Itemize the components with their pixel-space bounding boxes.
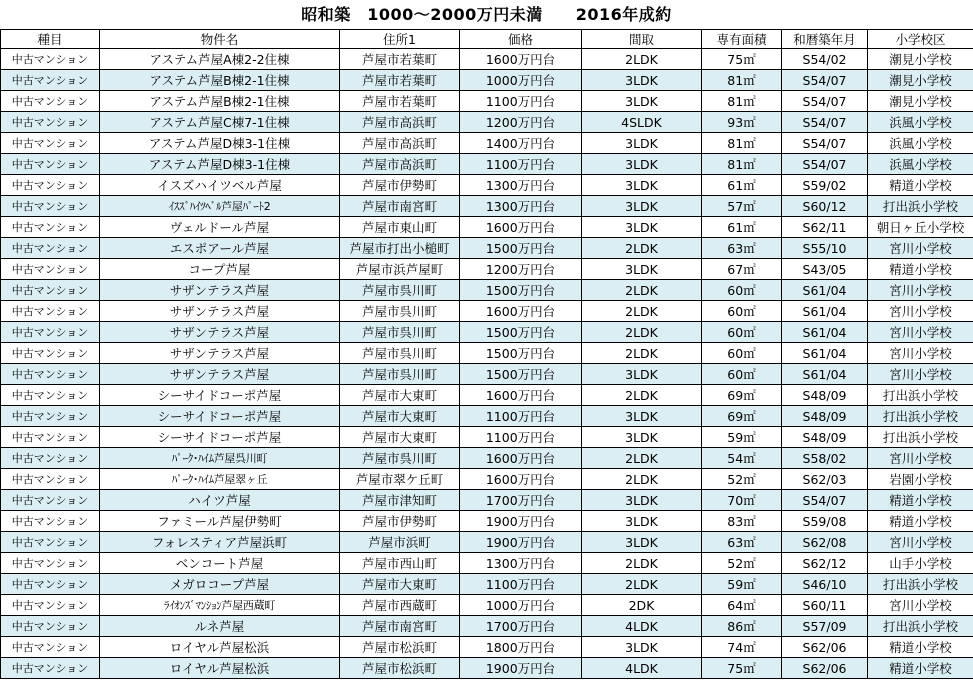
col-header-school[interactable]: 小学校区	[868, 30, 973, 49]
cell-property[interactable]: ヴェルドール芦屋	[100, 217, 340, 238]
cell-price[interactable]: 1500万円台	[460, 364, 582, 385]
cell-layout[interactable]: 4LDK	[582, 616, 702, 637]
cell-property[interactable]: シーサイドコーポ芦屋	[100, 427, 340, 448]
cell-school[interactable]: 精道小学校	[868, 637, 973, 658]
cell-area[interactable]: 54㎡	[702, 448, 782, 469]
cell-area[interactable]: 81㎡	[702, 91, 782, 112]
cell-area[interactable]: 81㎡	[702, 154, 782, 175]
table-row	[1, 259, 973, 280]
table-row	[1, 406, 973, 427]
cell-school[interactable]: 朝日ヶ丘小学校	[868, 217, 973, 238]
cell-school[interactable]: 精道小学校	[868, 175, 973, 196]
table-row	[1, 280, 973, 301]
table-row	[1, 637, 973, 658]
cell-school[interactable]: 精道小学校	[868, 511, 973, 532]
cell-school[interactable]: 打出浜小学校	[868, 427, 973, 448]
cell-built[interactable]: S48/09	[782, 427, 868, 448]
cell-type[interactable]: 中古マンション	[1, 322, 100, 343]
cell-layout[interactable]: 2LDK	[582, 49, 702, 70]
cell-type[interactable]: 中古マンション	[1, 112, 100, 133]
cell-type[interactable]: 中古マンション	[1, 532, 100, 553]
cell-type[interactable]: 中古マンション	[1, 574, 100, 595]
cell-price[interactable]: 1200万円台	[460, 259, 582, 280]
cell-price[interactable]: 1900万円台	[460, 658, 582, 679]
table-row	[1, 49, 973, 70]
cell-layout[interactable]: 2LDK	[582, 280, 702, 301]
col-header-area[interactable]: 専有面積	[702, 30, 782, 49]
cell-address[interactable]: 芦屋市呉川町	[340, 343, 460, 364]
table-row	[1, 574, 973, 595]
cell-type[interactable]: 中古マンション	[1, 91, 100, 112]
cell-address[interactable]: 芦屋市翠ケ丘町	[340, 469, 460, 490]
cell-address[interactable]: 芦屋市大東町	[340, 574, 460, 595]
cell-layout[interactable]: 2LDK	[582, 301, 702, 322]
cell-address[interactable]: 芦屋市浜町	[340, 532, 460, 553]
cell-address[interactable]: 芦屋市東山町	[340, 217, 460, 238]
cell-layout[interactable]: 3LDK	[582, 91, 702, 112]
cell-price[interactable]: 1600万円台	[460, 469, 582, 490]
cell-area[interactable]: 67㎡	[702, 259, 782, 280]
cell-type[interactable]: 中古マンション	[1, 637, 100, 658]
cell-area[interactable]: 52㎡	[702, 469, 782, 490]
cell-layout[interactable]: 3LDK	[582, 259, 702, 280]
cell-type[interactable]: 中古マンション	[1, 595, 100, 616]
cell-address[interactable]: 芦屋市大東町	[340, 427, 460, 448]
cell-built[interactable]: S43/05	[782, 259, 868, 280]
cell-area[interactable]: 81㎡	[702, 133, 782, 154]
cell-area[interactable]: 60㎡	[702, 343, 782, 364]
cell-property[interactable]: サザンテラス芦屋	[100, 343, 340, 364]
cell-area[interactable]: 61㎡	[702, 217, 782, 238]
col-header-type[interactable]: 種目	[1, 30, 100, 49]
table-row	[1, 301, 973, 322]
cell-type[interactable]: 中古マンション	[1, 280, 100, 301]
cell-built[interactable]: S59/08	[782, 511, 868, 532]
cell-school[interactable]: 潮見小学校	[868, 70, 973, 91]
cell-address[interactable]: 芦屋市若葉町	[340, 91, 460, 112]
cell-layout[interactable]: 3LDK	[582, 70, 702, 91]
cell-area[interactable]: 60㎡	[702, 280, 782, 301]
cell-price[interactable]: 1800万円台	[460, 637, 582, 658]
cell-address[interactable]: 芦屋市津知町	[340, 490, 460, 511]
cell-built[interactable]: S54/07	[782, 91, 868, 112]
cell-type[interactable]: 中古マンション	[1, 427, 100, 448]
cell-layout[interactable]: 3LDK	[582, 154, 702, 175]
cell-property[interactable]: ロイヤル芦屋松浜	[100, 637, 340, 658]
cell-built[interactable]: S55/10	[782, 238, 868, 259]
cell-built[interactable]: S62/11	[782, 217, 868, 238]
col-header-layout[interactable]: 間取	[582, 30, 702, 49]
table-row	[1, 553, 973, 574]
cell-type[interactable]: 中古マンション	[1, 259, 100, 280]
cell-built[interactable]: S54/02	[782, 49, 868, 70]
cell-built[interactable]: S61/04	[782, 364, 868, 385]
table-row	[1, 217, 973, 238]
cell-property[interactable]: ハイツ芦屋	[100, 490, 340, 511]
cell-price[interactable]: 1700万円台	[460, 490, 582, 511]
cell-property[interactable]: ファミール芦屋伊勢町	[100, 511, 340, 532]
cell-property[interactable]: シーサイドコーポ芦屋	[100, 406, 340, 427]
cell-address[interactable]: 芦屋市高浜町	[340, 154, 460, 175]
table-row	[1, 448, 973, 469]
cell-property[interactable]: アステム芦屋D棟3-1住棟	[100, 154, 340, 175]
cell-property[interactable]: サザンテラス芦屋	[100, 322, 340, 343]
cell-price[interactable]: 1100万円台	[460, 574, 582, 595]
cell-price[interactable]: 1900万円台	[460, 532, 582, 553]
cell-built[interactable]: S54/07	[782, 490, 868, 511]
cell-property[interactable]: ｲｽｽﾞﾊｲﾂﾍﾞﾙ芦屋ﾊﾟｰﾄ2	[100, 196, 340, 217]
cell-area[interactable]: 74㎡	[702, 637, 782, 658]
cell-built[interactable]: S59/02	[782, 175, 868, 196]
cell-price[interactable]: 1300万円台	[460, 553, 582, 574]
cell-school[interactable]: 宮川小学校	[868, 364, 973, 385]
cell-layout[interactable]: 3LDK	[582, 196, 702, 217]
cell-type[interactable]: 中古マンション	[1, 301, 100, 322]
cell-school[interactable]: 宮川小学校	[868, 280, 973, 301]
cell-address[interactable]: 芦屋市高浜町	[340, 133, 460, 154]
cell-built[interactable]: S48/09	[782, 406, 868, 427]
cell-school[interactable]: 浜風小学校	[868, 112, 973, 133]
cell-type[interactable]: 中古マンション	[1, 511, 100, 532]
cell-layout[interactable]: 2LDK	[582, 322, 702, 343]
cell-layout[interactable]: 3LDK	[582, 133, 702, 154]
cell-type[interactable]: 中古マンション	[1, 49, 100, 70]
cell-property[interactable]: コープ芦屋	[100, 259, 340, 280]
table-row	[1, 238, 973, 259]
cell-built[interactable]: S58/02	[782, 448, 868, 469]
cell-type[interactable]: 中古マンション	[1, 238, 100, 259]
cell-price[interactable]: 1300万円台	[460, 175, 582, 196]
cell-layout[interactable]: 3LDK	[582, 511, 702, 532]
cell-type[interactable]: 中古マンション	[1, 406, 100, 427]
cell-layout[interactable]: 2LDK	[582, 385, 702, 406]
cell-school[interactable]: 山手小学校	[868, 553, 973, 574]
cell-price[interactable]: 1500万円台	[460, 322, 582, 343]
cell-type[interactable]: 中古マンション	[1, 448, 100, 469]
cell-price[interactable]: 1300万円台	[460, 196, 582, 217]
cell-type[interactable]: 中古マンション	[1, 553, 100, 574]
cell-address[interactable]: 芦屋市西山町	[340, 553, 460, 574]
cell-property[interactable]: サザンテラス芦屋	[100, 364, 340, 385]
cell-property[interactable]: エスポアール芦屋	[100, 238, 340, 259]
cell-layout[interactable]: 3LDK	[582, 427, 702, 448]
cell-school[interactable]: 宮川小学校	[868, 238, 973, 259]
cell-school[interactable]: 精道小学校	[868, 259, 973, 280]
table-row	[1, 154, 973, 175]
cell-price[interactable]: 1600万円台	[460, 448, 582, 469]
cell-type[interactable]: 中古マンション	[1, 469, 100, 490]
cell-area[interactable]: 75㎡	[702, 658, 782, 679]
cell-price[interactable]: 1500万円台	[460, 280, 582, 301]
cell-school[interactable]: 打出浜小学校	[868, 616, 973, 637]
cell-area[interactable]: 57㎡	[702, 196, 782, 217]
cell-area[interactable]: 60㎡	[702, 301, 782, 322]
cell-type[interactable]: 中古マンション	[1, 385, 100, 406]
cell-address[interactable]: 芦屋市大東町	[340, 406, 460, 427]
cell-school[interactable]: 精道小学校	[868, 490, 973, 511]
cell-area[interactable]: 83㎡	[702, 511, 782, 532]
table-row	[1, 490, 973, 511]
cell-area[interactable]: 60㎡	[702, 322, 782, 343]
cell-property[interactable]: サザンテラス芦屋	[100, 301, 340, 322]
cell-address[interactable]: 芦屋市打出小槌町	[340, 238, 460, 259]
cell-area[interactable]: 70㎡	[702, 490, 782, 511]
cell-layout[interactable]: 2LDK	[582, 574, 702, 595]
cell-price[interactable]: 1600万円台	[460, 49, 582, 70]
cell-property[interactable]: メガロコープ芦屋	[100, 574, 340, 595]
cell-price[interactable]: 1100万円台	[460, 91, 582, 112]
cell-price[interactable]: 1100万円台	[460, 154, 582, 175]
cell-type[interactable]: 中古マンション	[1, 70, 100, 91]
cell-type[interactable]: 中古マンション	[1, 154, 100, 175]
cell-price[interactable]: 1000万円台	[460, 595, 582, 616]
cell-property[interactable]: フォレスティア芦屋浜町	[100, 532, 340, 553]
cell-area[interactable]: 69㎡	[702, 406, 782, 427]
table-row	[1, 511, 973, 532]
listing-table	[0, 29, 973, 679]
sheet-title: 昭和築 1000～2000万円未満 2016年成約	[301, 5, 672, 24]
table-row	[1, 133, 973, 154]
cell-layout[interactable]: 4SLDK	[582, 112, 702, 133]
cell-area[interactable]: 81㎡	[702, 70, 782, 91]
cell-address[interactable]: 芦屋市若葉町	[340, 70, 460, 91]
cell-price[interactable]: 1000万円台	[460, 70, 582, 91]
cell-school[interactable]: 打出浜小学校	[868, 574, 973, 595]
table-body	[1, 49, 973, 679]
cell-built[interactable]: S61/04	[782, 322, 868, 343]
cell-property[interactable]: ベンコート芦屋	[100, 553, 340, 574]
table-row	[1, 364, 973, 385]
cell-school[interactable]: 打出浜小学校	[868, 196, 973, 217]
cell-area[interactable]: 69㎡	[702, 385, 782, 406]
cell-area[interactable]: 63㎡	[702, 238, 782, 259]
cell-property[interactable]: シーサイドコーポ芦屋	[100, 385, 340, 406]
cell-price[interactable]: 1700万円台	[460, 616, 582, 637]
cell-layout[interactable]: 2LDK	[582, 343, 702, 364]
cell-address[interactable]: 芦屋市松浜町	[340, 658, 460, 679]
cell-built[interactable]: S62/06	[782, 637, 868, 658]
cell-built[interactable]: S62/03	[782, 469, 868, 490]
cell-address[interactable]: 芦屋市呉川町	[340, 301, 460, 322]
cell-address[interactable]: 芦屋市松浜町	[340, 637, 460, 658]
table-row	[1, 469, 973, 490]
cell-address[interactable]: 芦屋市伊勢町	[340, 175, 460, 196]
table-row	[1, 385, 973, 406]
cell-area[interactable]: 93㎡	[702, 112, 782, 133]
cell-area[interactable]: 61㎡	[702, 175, 782, 196]
cell-address[interactable]: 芦屋市若葉町	[340, 49, 460, 70]
cell-school[interactable]: 精道小学校	[868, 658, 973, 679]
table-row	[1, 616, 973, 637]
cell-address[interactable]: 芦屋市呉川町	[340, 280, 460, 301]
cell-school[interactable]: 宮川小学校	[868, 301, 973, 322]
cell-school[interactable]: 打出浜小学校	[868, 385, 973, 406]
cell-school[interactable]: 岩園小学校	[868, 469, 973, 490]
cell-school[interactable]: 潮見小学校	[868, 49, 973, 70]
cell-property[interactable]: イスズハイツベル芦屋	[100, 175, 340, 196]
cell-area[interactable]: 75㎡	[702, 49, 782, 70]
col-header-property[interactable]: 物件名	[100, 30, 340, 49]
cell-layout[interactable]: 2LDK	[582, 238, 702, 259]
table-row	[1, 595, 973, 616]
cell-built[interactable]: S61/04	[782, 280, 868, 301]
cell-area[interactable]: 63㎡	[702, 532, 782, 553]
cell-address[interactable]: 芦屋市呉川町	[340, 364, 460, 385]
table-row	[1, 112, 973, 133]
cell-layout[interactable]: 3LDK	[582, 532, 702, 553]
cell-address[interactable]: 芦屋市高浜町	[340, 112, 460, 133]
cell-layout[interactable]: 3LDK	[582, 217, 702, 238]
cell-school[interactable]: 宮川小学校	[868, 322, 973, 343]
cell-type[interactable]: 中古マンション	[1, 196, 100, 217]
cell-address[interactable]: 芦屋市伊勢町	[340, 511, 460, 532]
cell-type[interactable]: 中古マンション	[1, 217, 100, 238]
col-header-price[interactable]: 価格	[460, 30, 582, 49]
cell-built[interactable]: S57/09	[782, 616, 868, 637]
cell-address[interactable]: 芦屋市浜芦屋町	[340, 259, 460, 280]
col-header-address[interactable]: 住所1	[340, 30, 460, 49]
cell-price[interactable]: 1600万円台	[460, 385, 582, 406]
col-header-built[interactable]: 和暦築年月	[782, 30, 868, 49]
cell-school[interactable]: 宮川小学校	[868, 595, 973, 616]
table-row	[1, 343, 973, 364]
cell-layout[interactable]: 3LDK	[582, 364, 702, 385]
cell-school[interactable]: 宮川小学校	[868, 343, 973, 364]
table-row	[1, 427, 973, 448]
cell-area[interactable]: 52㎡	[702, 553, 782, 574]
cell-type[interactable]: 中古マンション	[1, 616, 100, 637]
cell-property[interactable]: ﾊﾟｰｸ･ﾊｲﾑ芦屋翠ヶ丘	[100, 469, 340, 490]
cell-layout[interactable]: 3LDK	[582, 175, 702, 196]
cell-built[interactable]: S61/04	[782, 343, 868, 364]
cell-built[interactable]: S54/07	[782, 133, 868, 154]
cell-built[interactable]: S60/12	[782, 196, 868, 217]
cell-school[interactable]: 宮川小学校	[868, 532, 973, 553]
cell-layout[interactable]: 2LDK	[582, 553, 702, 574]
table-row	[1, 91, 973, 112]
header-row	[1, 30, 973, 49]
cell-built[interactable]: S54/07	[782, 70, 868, 91]
cell-address[interactable]: 芦屋市南宮町	[340, 616, 460, 637]
table-row	[1, 532, 973, 553]
cell-built[interactable]: S61/04	[782, 301, 868, 322]
cell-layout[interactable]: 2LDK	[582, 448, 702, 469]
cell-built[interactable]: S62/08	[782, 532, 868, 553]
cell-area[interactable]: 64㎡	[702, 595, 782, 616]
cell-property[interactable]: アステム芦屋C棟7-1住棟	[100, 112, 340, 133]
cell-address[interactable]: 芦屋市呉川町	[340, 448, 460, 469]
cell-layout[interactable]: 4LDK	[582, 658, 702, 679]
cell-address[interactable]: 芦屋市大東町	[340, 385, 460, 406]
cell-school[interactable]: 浜風小学校	[868, 154, 973, 175]
cell-property[interactable]: サザンテラス芦屋	[100, 280, 340, 301]
cell-layout[interactable]: 2DK	[582, 595, 702, 616]
cell-price[interactable]: 1900万円台	[460, 511, 582, 532]
cell-layout[interactable]: 3LDK	[582, 406, 702, 427]
cell-price[interactable]: 1100万円台	[460, 427, 582, 448]
cell-built[interactable]: S62/12	[782, 553, 868, 574]
cell-built[interactable]: S46/10	[782, 574, 868, 595]
cell-layout[interactable]: 3LDK	[582, 490, 702, 511]
cell-property[interactable]: アステム芦屋A棟2-2住棟	[100, 49, 340, 70]
cell-type[interactable]: 中古マンション	[1, 364, 100, 385]
cell-price[interactable]: 1200万円台	[460, 112, 582, 133]
cell-type[interactable]: 中古マンション	[1, 490, 100, 511]
cell-area[interactable]: 60㎡	[702, 364, 782, 385]
table-row	[1, 322, 973, 343]
table-row	[1, 658, 973, 679]
cell-area[interactable]: 59㎡	[702, 427, 782, 448]
cell-built[interactable]: S62/06	[782, 658, 868, 679]
cell-price[interactable]: 1400万円台	[460, 133, 582, 154]
cell-property[interactable]: アステム芦屋B棟2-1住棟	[100, 91, 340, 112]
cell-type[interactable]: 中古マンション	[1, 133, 100, 154]
cell-area[interactable]: 59㎡	[702, 574, 782, 595]
cell-price[interactable]: 1600万円台	[460, 217, 582, 238]
cell-price[interactable]: 1500万円台	[460, 343, 582, 364]
cell-price[interactable]: 1500万円台	[460, 238, 582, 259]
table-row	[1, 70, 973, 91]
cell-type[interactable]: 中古マンション	[1, 658, 100, 679]
cell-area[interactable]: 86㎡	[702, 616, 782, 637]
cell-property[interactable]: ﾗｲｵﾝｽﾞﾏﾝｼｮﾝ芦屋西蔵町	[100, 595, 340, 616]
cell-property[interactable]: アステム芦屋D棟3-1住棟	[100, 133, 340, 154]
cell-layout[interactable]: 2LDK	[582, 469, 702, 490]
cell-address[interactable]: 芦屋市呉川町	[340, 322, 460, 343]
cell-built[interactable]: S48/09	[782, 385, 868, 406]
table-row	[1, 175, 973, 196]
cell-built[interactable]: S60/11	[782, 595, 868, 616]
cell-school[interactable]: 潮見小学校	[868, 91, 973, 112]
cell-property[interactable]: ルネ芦屋	[100, 616, 340, 637]
cell-price[interactable]: 1600万円台	[460, 301, 582, 322]
cell-school[interactable]: 打出浜小学校	[868, 406, 973, 427]
cell-property[interactable]: ﾊﾟｰｸ･ﾊｲﾑ芦屋呉川町	[100, 448, 340, 469]
cell-built[interactable]: S54/07	[782, 112, 868, 133]
table-row	[1, 196, 973, 217]
cell-address[interactable]: 芦屋市南宮町	[340, 196, 460, 217]
cell-school[interactable]: 宮川小学校	[868, 448, 973, 469]
cell-layout[interactable]: 3LDK	[582, 637, 702, 658]
cell-type[interactable]: 中古マンション	[1, 343, 100, 364]
cell-price[interactable]: 1100万円台	[460, 406, 582, 427]
cell-built[interactable]: S54/07	[782, 154, 868, 175]
cell-address[interactable]: 芦屋市西蔵町	[340, 595, 460, 616]
cell-type[interactable]: 中古マンション	[1, 175, 100, 196]
cell-property[interactable]: アステム芦屋B棟2-1住棟	[100, 70, 340, 91]
cell-property[interactable]: ロイヤル芦屋松浜	[100, 658, 340, 679]
cell-school[interactable]: 浜風小学校	[868, 133, 973, 154]
